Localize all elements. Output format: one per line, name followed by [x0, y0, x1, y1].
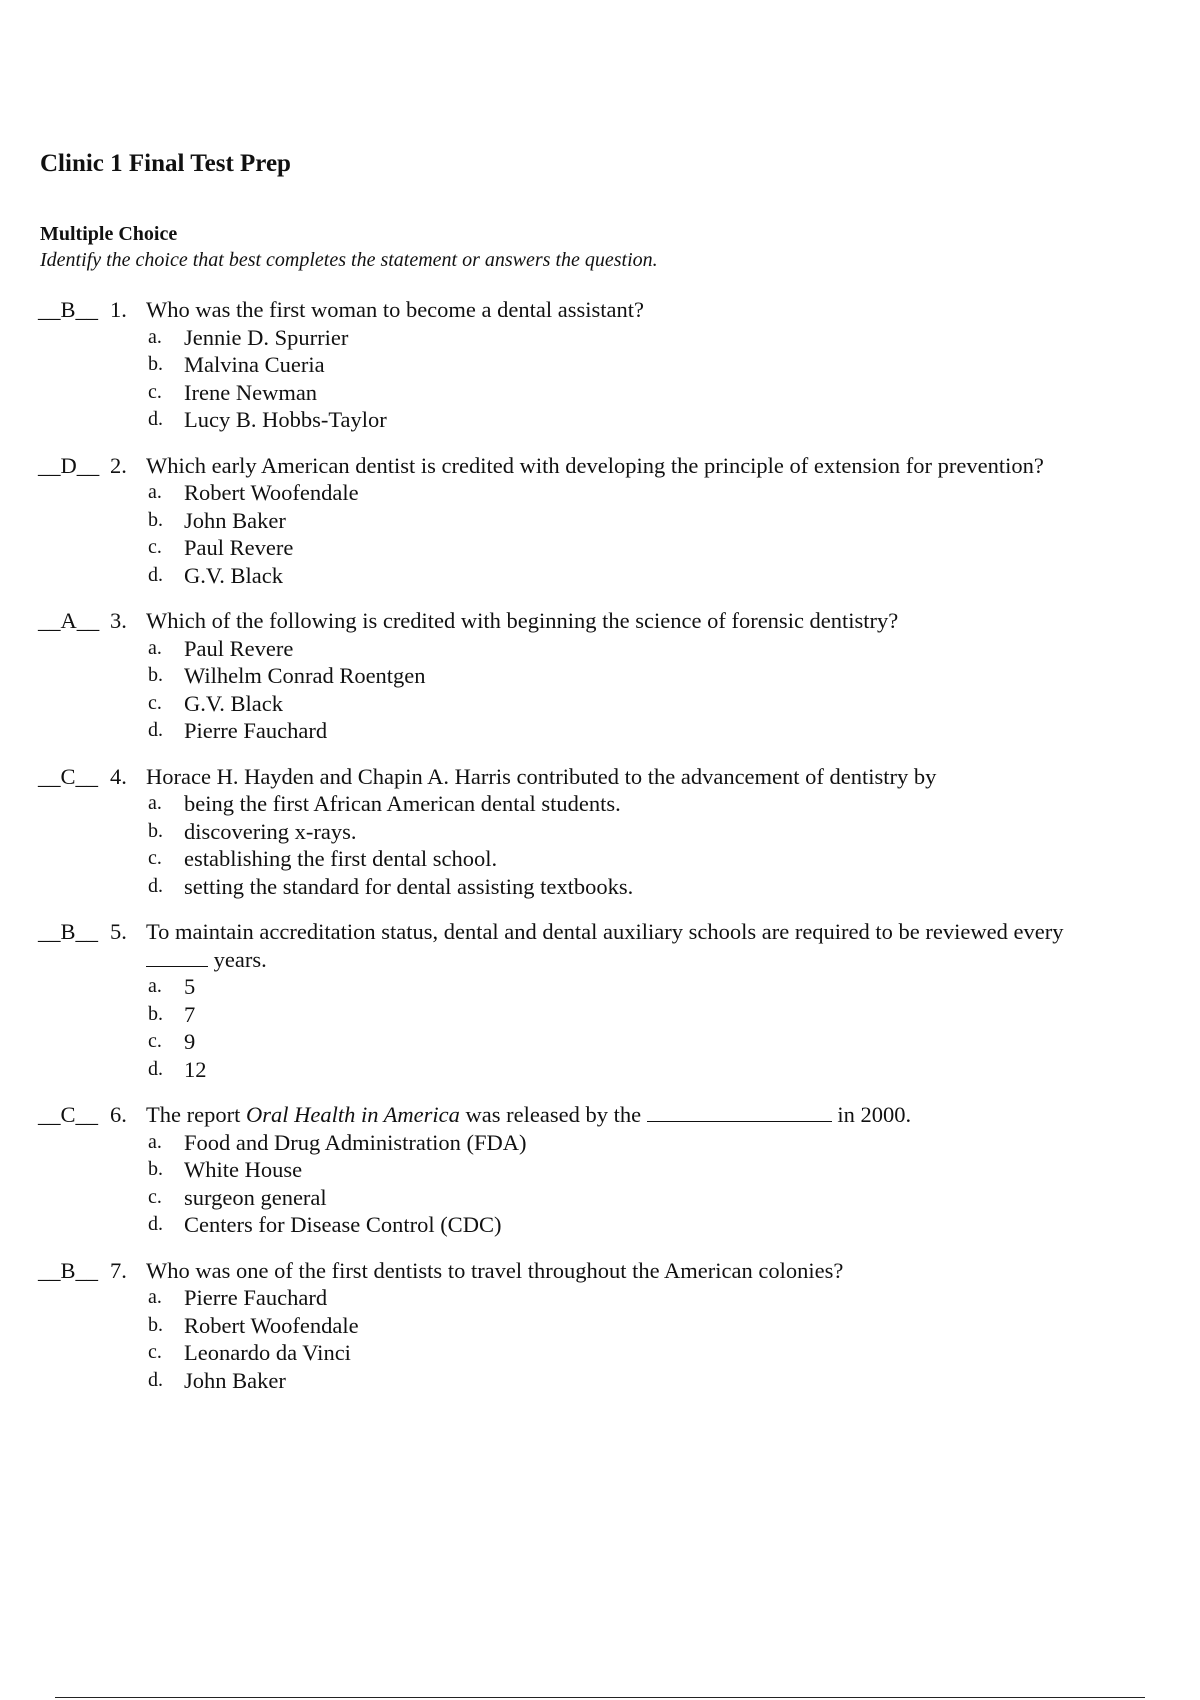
- choice-letter: a.: [148, 636, 162, 659]
- question-6: [38, 1101, 1148, 1239]
- question-stem: Who was the first woman to become a dental assistant?: [146, 297, 644, 322]
- choice-d: [148, 873, 1148, 901]
- question-2: [38, 452, 1148, 590]
- choice-d: [148, 1056, 1148, 1084]
- choice-text: John Baker: [184, 1367, 286, 1393]
- choice-c: [148, 1184, 1148, 1212]
- choice-d: [148, 562, 1148, 590]
- choice-text: Lucy B. Hobbs-Taylor: [184, 407, 387, 432]
- question-stem: [146, 1101, 1076, 1129]
- question-5: [38, 918, 1148, 1083]
- choice-d: [148, 1367, 1148, 1395]
- choice-text: Pierre Fauchard: [184, 1285, 328, 1310]
- fill-in-blank: [647, 1101, 832, 1122]
- choice-letter: a.: [148, 325, 162, 348]
- choice-text: Centers for Disease Control (CDC): [184, 1212, 502, 1237]
- choice-letter: c.: [148, 1341, 162, 1363]
- choice-a: [148, 635, 1148, 663]
- choice-text: Irene Newman: [184, 379, 318, 405]
- choice-letter: d.: [148, 563, 163, 586]
- choice-a: [148, 324, 1148, 352]
- question-stem: [146, 918, 1076, 973]
- choice-letter: a.: [148, 1130, 162, 1153]
- answer-key: __D__: [38, 452, 100, 478]
- question-number: 7.: [110, 1257, 127, 1283]
- section-heading: Multiple Choice: [40, 223, 178, 245]
- choice-a: [148, 790, 1148, 818]
- choice-text: G.V. Black: [184, 690, 283, 716]
- question-3: [38, 607, 1148, 745]
- choice-letter: b.: [148, 1002, 163, 1025]
- question-number: 3.: [110, 608, 127, 633]
- choice-text: Robert Woofendale: [184, 1312, 359, 1338]
- choice-d: [148, 717, 1148, 745]
- stem-text: To maintain accreditation status, dental and dental auxiliary schools are required to be reviewed every: [146, 919, 1064, 944]
- choice-a: [148, 479, 1148, 507]
- choice-b: [148, 507, 1148, 535]
- choice-text: Jennie D. Spurrier: [184, 324, 349, 350]
- choice-text: Pierre Fauchard: [184, 718, 328, 743]
- choice-text: discovering x-rays.: [184, 818, 357, 844]
- answer-key: __C__: [38, 763, 99, 789]
- question-number: 1.: [110, 297, 127, 322]
- choice-text: Paul Revere: [184, 535, 294, 560]
- stem-text: was released by the: [465, 1102, 642, 1127]
- choice-c: [148, 1028, 1148, 1056]
- page-bottom-rule: [55, 1697, 1145, 1698]
- question-stem: Which early American dentist is credited with developing the principle of extension for prevention?: [146, 452, 1044, 478]
- choice-text: Paul Revere: [184, 635, 294, 661]
- answer-key: __B__: [38, 919, 99, 944]
- choice-text: Wilhelm Conrad Roentgen: [184, 663, 426, 688]
- choice-letter: b.: [148, 353, 163, 375]
- choice-letter: c.: [148, 691, 162, 714]
- choice-d: [148, 406, 1148, 434]
- choice-text: 7: [184, 1001, 196, 1027]
- question-stem: Who was one of the first dentists to travel throughout the American colonies?: [146, 1257, 844, 1283]
- stem-text: in 2000.: [837, 1102, 912, 1127]
- choice-a: [148, 973, 1148, 1001]
- choice-letter: d.: [148, 874, 163, 897]
- choice-a: [148, 1284, 1148, 1312]
- report-title: Oral Health in America: [245, 1102, 460, 1127]
- question-7: [38, 1257, 1148, 1395]
- choice-text: Leonardo da Vinci: [184, 1340, 351, 1365]
- stem-text: years.: [213, 946, 267, 972]
- stem-text: The report: [146, 1102, 241, 1127]
- choice-list: [38, 635, 1148, 745]
- choice-a: [148, 1129, 1148, 1157]
- answer-key: __C__: [38, 1102, 99, 1127]
- choice-letter: d.: [148, 1368, 163, 1391]
- choice-c: [148, 534, 1148, 562]
- question-number: 5.: [110, 919, 127, 944]
- question-number: 2.: [110, 452, 127, 478]
- choice-letter: b.: [148, 1158, 163, 1180]
- choice-list: [38, 973, 1148, 1083]
- answer-key: __A__: [38, 608, 100, 633]
- choice-text: White House: [184, 1157, 303, 1182]
- choice-list: [38, 479, 1148, 589]
- choice-b: [148, 1001, 1148, 1029]
- choice-c: [148, 690, 1148, 718]
- question-1: [38, 296, 1148, 434]
- choice-text: establishing the first dental school.: [184, 846, 498, 871]
- question-stem: Which of the following is credited with beginning the science of forensic dentistry?: [146, 608, 899, 633]
- choice-text: John Baker: [184, 507, 286, 533]
- choice-letter: c.: [148, 847, 162, 869]
- choice-text: 5: [184, 974, 196, 999]
- choice-letter: c.: [148, 1185, 162, 1208]
- choice-text: G.V. Black: [184, 562, 283, 588]
- choice-c: [148, 1339, 1148, 1367]
- question-number: 6.: [110, 1102, 127, 1127]
- choice-letter: c.: [148, 1030, 162, 1052]
- choice-letter: a.: [148, 792, 162, 814]
- choice-letter: d.: [148, 719, 163, 741]
- answer-key: __B__: [38, 297, 99, 322]
- choice-text: Robert Woofendale: [184, 480, 359, 505]
- choice-letter: a.: [148, 1286, 162, 1308]
- choice-b: [148, 818, 1148, 846]
- choice-list: [38, 324, 1148, 434]
- choice-text: 12: [184, 1056, 207, 1082]
- choice-c: [148, 379, 1148, 407]
- choice-letter: c.: [148, 380, 162, 403]
- choice-b: [148, 351, 1148, 379]
- choice-letter: b.: [148, 664, 163, 686]
- choice-letter: b.: [148, 819, 163, 842]
- choice-letter: d.: [148, 1057, 163, 1080]
- choice-text: being the first African American dental students.: [184, 791, 621, 816]
- choice-letter: b.: [148, 1313, 163, 1336]
- instructions: Identify the choice that best completes the statement or answers the question.: [40, 249, 658, 271]
- question-stem: Horace H. Hayden and Chapin A. Harris contributed to the advancement of dentistry by: [146, 763, 937, 789]
- choice-letter: d.: [148, 408, 163, 430]
- question-list: [38, 296, 1148, 1412]
- choice-list: [38, 1129, 1148, 1239]
- choice-letter: a.: [148, 975, 162, 997]
- choice-text: Food and Drug Administration (FDA): [184, 1129, 527, 1155]
- question-number: 4.: [110, 763, 127, 789]
- choice-list: [38, 1284, 1148, 1394]
- choice-b: [148, 1312, 1148, 1340]
- choice-d: [148, 1211, 1148, 1239]
- choice-text: surgeon general: [184, 1184, 327, 1210]
- fill-in-blank: [146, 946, 208, 967]
- choice-b: [148, 662, 1148, 690]
- choice-list: [38, 790, 1148, 900]
- choice-letter: a.: [148, 481, 162, 503]
- question-4: [38, 763, 1148, 901]
- choice-b: [148, 1156, 1148, 1184]
- choice-letter: b.: [148, 508, 163, 531]
- document-title: Clinic 1 Final Test Prep: [40, 150, 291, 177]
- choice-text: 9: [184, 1029, 196, 1054]
- choice-letter: c.: [148, 536, 162, 558]
- choice-letter: d.: [148, 1213, 163, 1235]
- choice-text: Malvina Cueria: [184, 352, 325, 377]
- choice-text: setting the standard for dental assisting textbooks.: [184, 873, 634, 899]
- answer-key: __B__: [38, 1257, 99, 1283]
- choice-c: [148, 845, 1148, 873]
